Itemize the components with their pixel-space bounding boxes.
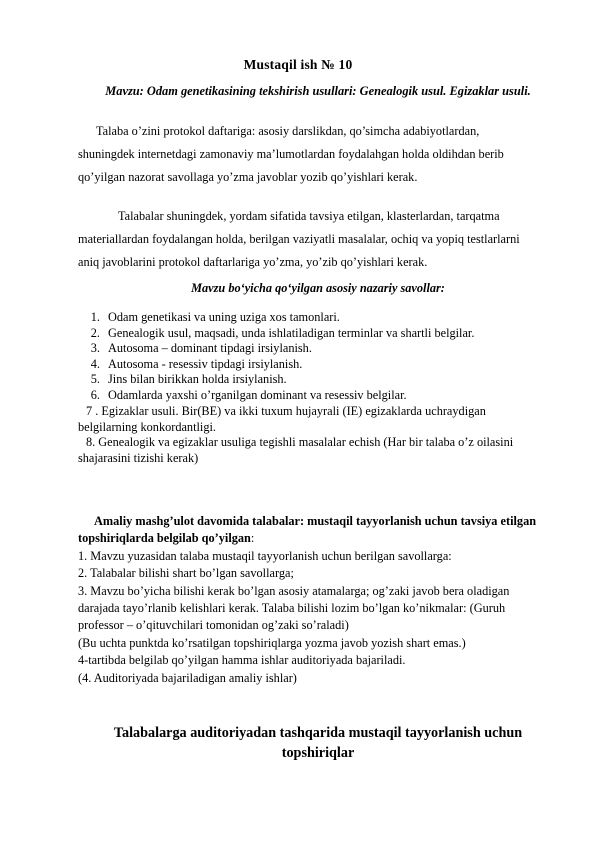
list-item-number: 5. <box>90 372 100 387</box>
questions-continued <box>78 404 548 466</box>
list-item <box>78 326 548 342</box>
practice-section <box>78 513 548 687</box>
list-item-text: Odam genetikasi va uning uziga xos tamonlari. <box>108 310 340 324</box>
practice-line-2: 2. Talabalar bilishi shart bo’lgan savollarga; <box>78 566 294 581</box>
list-item-text: Autosoma – dominant tipdagi irsiylanish. <box>108 341 312 356</box>
intro-paragraph-1: Talaba o’zini protokol daftariga: asosiy darslikdan, qo’simcha adabiyotlardan, shuningdek internetdagi zamonaviy ma’lumotlardan foydalahgan holda oldihdan berib qo’yilgan nazorat savollaga yo’zma javoblar yozib qo’yishlari kerak. <box>78 124 504 184</box>
practice-line-3: 3. Mavzu bo’yicha bilishi kerak bo’lgan asosiy atamalarga; og’zaki javob bera oladigan darajada tayo’rlanib kelishlari kerak. Talaba bilishi lozim bo’lgan ko’nikmalar: (Guruh professor – o’qituvchilari tomonidan og’zaki so’raladi) <box>78 583 510 633</box>
list-item-number: 3. <box>90 341 100 356</box>
list-item-number: 6. <box>90 387 100 402</box>
list-item-text: Odamlarda yaxshi o’rganilgan dominant va resessiv belgilar. <box>108 387 407 402</box>
practice-line-6: (4. Auditoriyada bajariladigan amaliy ishlar) <box>78 670 297 685</box>
practice-line-4: (Bu uchta punktda ko’rsatilgan topshiriqlarga yozma javob yozish shart emas.) <box>78 635 466 650</box>
list-item-number: 2. <box>90 325 100 340</box>
question-8: 8. Genealogik va egizaklar usuliga tegishli masalalar echish (Har bir talaba o’z oilasini shajarasini tizishi kerak) <box>78 435 514 465</box>
practice-heading-line <box>78 513 548 548</box>
practice-line-5: 4-tartibda belgilab qo’yilgan hamma ishlar auditoriyada bajariladi. <box>78 653 406 668</box>
questions-list <box>78 310 548 404</box>
list-item <box>78 388 548 404</box>
topic-heading: Mavzu: Odam genetikasining tekshirish usullari: Genealogik usul. Egizaklar usuli. <box>105 84 531 98</box>
practice-heading-tail: : <box>250 531 255 546</box>
question-7: 7 . Egizaklar usuli. Bir(BE) va ikki tuxum hujayrali (IE) egizaklarda uchraydigan belgilarning konkordantligi. <box>78 404 486 434</box>
list-item-number: 4. <box>90 356 100 371</box>
questions-heading: Mavzu bo‘yicha qo‘yilgan asosiy nazariy savollar: <box>191 281 445 295</box>
list-item <box>78 357 548 373</box>
intro-paragraph-2: Talabalar shuningdek, yordam sifatida tavsiya etilgan, klasterlardan, tarqatma materiallardan foydalangan holda, berilgan vaziyatli masalalar, ochiq va yopiq testlarlarni aniq javoblarini protokol daftarlariga yo’zma, yo’zib qo’yishlari kerak. <box>78 209 520 269</box>
page-title: Mustaqil ish № 10 <box>243 57 353 72</box>
list-item-text: Jins bilan birikkan holda irsiylanish. <box>108 372 287 387</box>
list-item-text: Genealogik usul, maqsadi, unda ishlatiladigan terminlar va shartli belgilar. <box>108 325 475 340</box>
list-item <box>78 310 548 326</box>
practice-heading: Amaliy mashg’ulot davomida talabalar: mustaqil tayyorlanish uchun tavsiya etilgan topshiriqlarda belgilab qo’yilgan <box>78 514 537 546</box>
list-item-text: Autosoma - resessiv tipdagi irsiylanish. <box>108 356 303 371</box>
list-item <box>78 341 548 357</box>
list-item <box>78 372 548 388</box>
section-title: Talabalarga auditoriyadan tashqarida mustaqil tayyorlanish uchun topshiriqlar <box>113 725 523 761</box>
list-item-number: 1. <box>90 310 100 324</box>
practice-line-1: 1. Mavzu yuzasidan talaba mustaqil tayyorlanish uchun berilgan savollarga: <box>78 548 452 563</box>
